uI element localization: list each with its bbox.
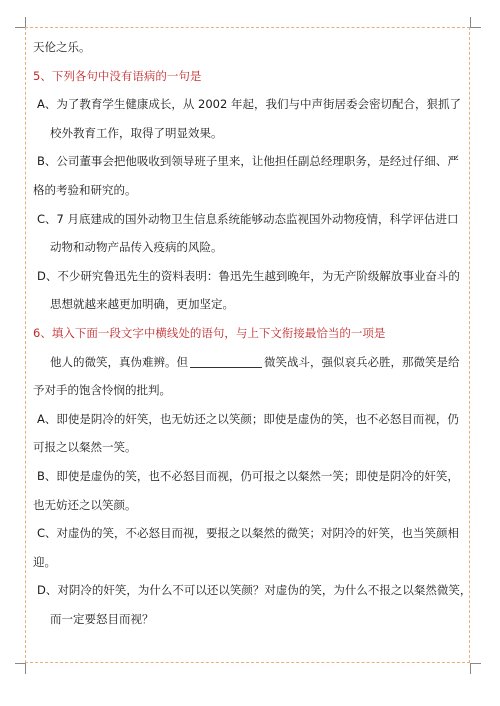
q6-option-d-cont: 而一定要怒目而视？	[50, 611, 154, 626]
q6-passage-end: 微笑战斗，强似哀兵必胜，那微笑是给	[264, 354, 460, 369]
q6-option-b-cont: 也无妨还之以笑颜。	[33, 497, 137, 512]
q5-option-c: C、7 月底建成的国外动物卫生信息系统能够动态监视国外动物疫情，科学评估进口	[37, 211, 459, 226]
text-line-intro: 天伦之乐。	[33, 40, 91, 54]
q6-passage	[33, 348, 468, 377]
q6-option-c-cont: 迎。	[33, 554, 56, 569]
question-5-title: 5、下列各句中没有语病的一句是	[33, 68, 202, 83]
fill-in-blank	[190, 355, 262, 368]
q6-option-d: D、对阴冷的奸笑，为什么不可以还以笑颜？对虚伪的笑，为什么不报之以粲然微笑，	[37, 583, 472, 598]
q5-option-c-cont: 动物和动物产品传入疫病的风险。	[50, 240, 223, 255]
q6-option-a-cont: 可报之以粲然一笑。	[33, 440, 137, 455]
q5-option-d-cont: 思想就越来越更加明确，更加坚定。	[50, 297, 234, 312]
crop-mark-bottom-right	[470, 663, 481, 674]
q6-option-b: B、即使是虚伪的笑，也不必怒目而视，仍可报之以粲然一笑；即使是阴冷的奸笑，	[37, 468, 459, 483]
q5-option-d: D、不少研究鲁迅先生的资料表明：鲁迅先生越到晚年，为无产阶级解放事业奋斗的	[37, 268, 460, 283]
question-6-title: 6、填入下面一段文字中横线处的语句，与上下文衔接最恰当的一项是	[33, 325, 386, 340]
q6-passage-start: 他人的微笑，真伪难辨。但	[50, 354, 188, 369]
q5-option-b: B、公司董事会把他吸收到领导班子里来，让他担任副总经理职务，是经过仔细、严	[37, 154, 459, 169]
q6-option-a: A、即使是阴冷的奸笑，也无妨还之以笑颜；即使是虚伪的笑，也不必怒目而视，仍	[37, 411, 459, 426]
q6-option-c: C、对虚伪的笑，不必怒目而视，要报之以粲然的微笑；对阴冷的奸笑，也当笑颜相	[37, 526, 460, 541]
q6-passage-cont: 予对手的饱含怜悯的批判。	[33, 383, 171, 398]
q5-option-b-cont: 格的考验和研究的。	[33, 182, 137, 197]
q5-option-a-cont: 校外教育工作，取得了明显效果。	[50, 125, 223, 140]
crop-mark-bottom-left	[15, 663, 26, 674]
document-body	[33, 33, 472, 633]
q5-option-a: A、为了教育学生健康成长，从 2002 年起，我们与中声街居委会密切配合，狠抓了	[37, 97, 461, 112]
crop-mark-top-right	[470, 17, 481, 28]
